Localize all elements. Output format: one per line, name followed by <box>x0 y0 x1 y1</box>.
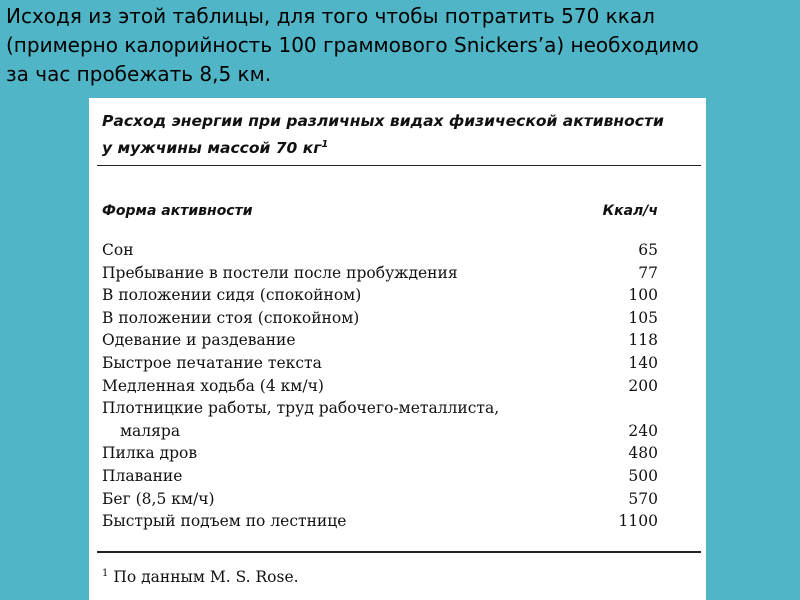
row-kcal: 100 <box>628 286 658 305</box>
row-activity: Сон <box>102 241 134 259</box>
row-kcal: 105 <box>628 308 658 327</box>
table-row <box>102 442 658 465</box>
table-row <box>102 284 658 307</box>
table-row <box>102 239 658 262</box>
row-kcal: 1100 <box>618 512 658 531</box>
row-kcal: 118 <box>628 331 658 350</box>
footnote <box>102 568 299 586</box>
row-kcal: 200 <box>628 376 658 395</box>
row-kcal: 140 <box>628 353 658 372</box>
row-activity: Бег (8,5 км/ч) <box>102 489 215 508</box>
table-image <box>89 98 706 600</box>
row-activity: Медленная ходьба (4 км/ч) <box>102 376 324 395</box>
table-title-line <box>102 133 702 160</box>
row-activity: Пилка дров <box>102 444 198 463</box>
row-kcal: 240 <box>628 421 658 440</box>
caption-line: за час пробежать 8,5 км. <box>6 62 272 86</box>
row-kcal: 65 <box>638 241 658 259</box>
footnote-mark: 1 <box>102 568 109 579</box>
table-row <box>102 262 658 285</box>
table-title-text: у мужчины массой 70 кг <box>102 139 322 158</box>
row-activity: Одевание и раздевание <box>102 331 296 350</box>
table-row <box>102 510 658 533</box>
table-row <box>102 375 658 398</box>
caption-text <box>6 2 796 89</box>
row-kcal: 77 <box>638 263 658 282</box>
row-kcal: 570 <box>628 489 658 508</box>
row-activity: Быстрый подъем по лестнице <box>102 512 347 531</box>
header-kcal: Ккал/ч <box>602 203 658 219</box>
table-row <box>102 488 658 511</box>
table-row <box>102 307 658 330</box>
row-activity: Быстрое печатание текста <box>102 353 322 372</box>
table-row <box>102 465 658 488</box>
title-footnote-mark: 1 <box>321 139 329 150</box>
table-title-line: Расход энергии при различных видах физической активности <box>102 112 664 130</box>
row-kcal: 500 <box>628 466 658 485</box>
row-kcal: 480 <box>628 444 658 463</box>
bottom-rule <box>97 551 701 553</box>
table-row <box>102 397 658 442</box>
row-activity: Плавание <box>102 466 183 485</box>
table-header <box>102 203 658 219</box>
table-body <box>102 239 658 533</box>
title-rule <box>97 165 701 166</box>
header-activity: Форма активности <box>102 203 253 219</box>
caption-line: (примерно калорийность 100 граммового Snickers’а) необходимо <box>6 33 699 57</box>
footnote-text: По данным M. S. Rose. <box>113 568 299 587</box>
table-row <box>102 352 658 375</box>
caption-line: Исходя из этой таблицы, для того чтобы потратить 570 ккал <box>6 4 655 28</box>
row-activity-continuation: маляра <box>120 421 181 440</box>
row-activity: Плотницкие работы, труд рабочего-металлиста, <box>102 399 500 418</box>
row-activity: Пребывание в постели после пробуждения <box>102 263 458 282</box>
row-activity: В положении стоя (спокойном) <box>102 308 360 327</box>
row-activity: В положении сидя (спокойном) <box>102 286 362 305</box>
table-title <box>102 110 702 160</box>
table-row <box>102 329 658 352</box>
